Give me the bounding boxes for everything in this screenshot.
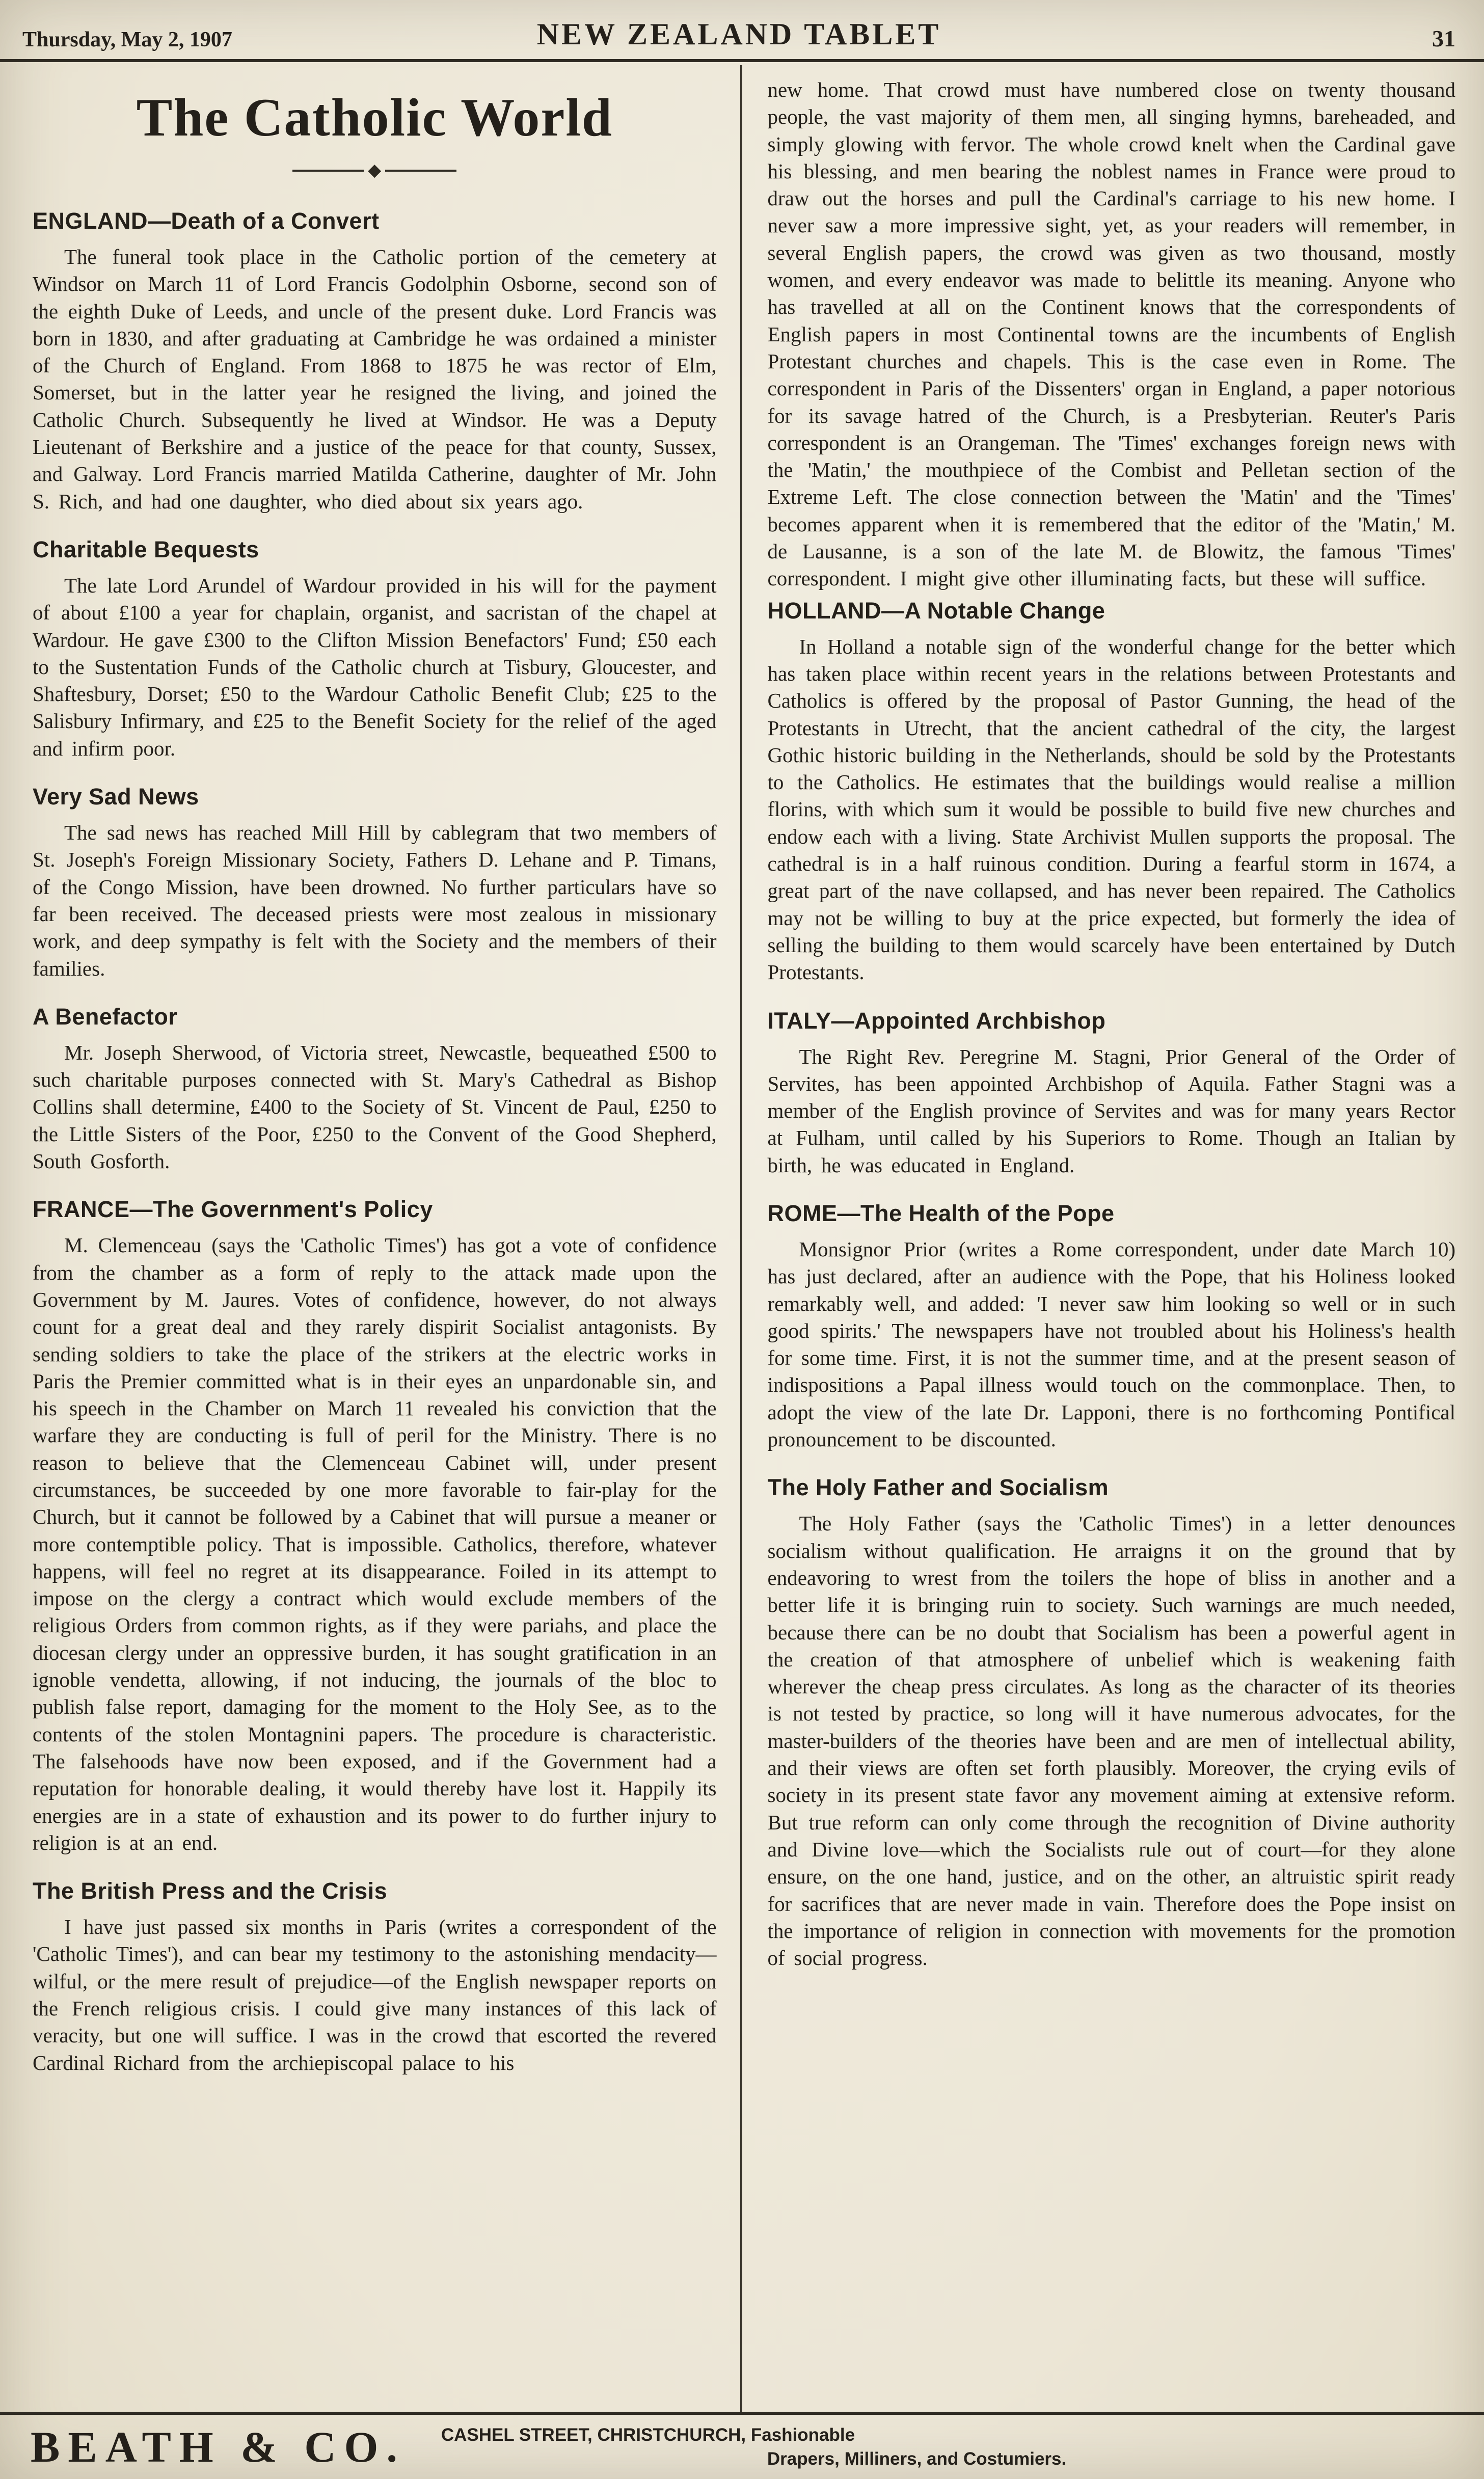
section-body: The late Lord Arundel of Wardour provided in his will for the payment of about £100 a year for chaplain, organist, and sacristan of the chapel at Wardour. He gave £300 to the Clifton Mission Benefactors' Fund; £50 each to the Sustentation Funds of the Catholic church at Tisbury, Gloucester, and Shaftesbury, Dorset; £50 to the Wardour Catholic Benefit Club; £25 to the Salisbury Infirmary, and £25 to the Benefit Society for the relief of the aged and infirm poor. xyxy=(33,573,717,760)
advert-description: Drapers, Milliners, and Costumiers. xyxy=(767,2449,1067,2469)
section-body: The sad news has reached Mill Hill by cablegram that two members of St. Joseph's Foreign Missionary Society, Fathers D. Lehane and P. Timans, of the Congo Mission, have been drowned. No further particulars have so far been received. The deceased priests were most zealous in missionary work, and deep sympathy is felt with the Society and the members of their families. xyxy=(33,821,717,980)
section-heading: The British Press and the Crisis xyxy=(33,1878,388,1904)
columns-container xyxy=(0,65,1484,2412)
section-heading: ENGLAND—Death of a Convert xyxy=(33,208,380,234)
advert-text xyxy=(441,2423,1453,2471)
article-title: The Catholic World xyxy=(136,88,613,147)
section-body: Mr. Joseph Sherwood, of Victoria street, Newcastle, bequeathed £500 to such charitable purposes connected with St. Mary's Cathedral as Bishop Collins shall determine, £400 to the Society of St. Vincent de Paul, £250 to the Little Sisters of the Poor, £250 to the Convent of the Good Shepherd, South Gosforth. xyxy=(33,1040,717,1173)
diamond-icon: ◆ xyxy=(368,161,382,180)
ornament-line-left xyxy=(292,170,364,172)
ornament-divider xyxy=(33,162,717,179)
section-body: Monsignor Prior (writes a Rome correspondent, under date March 10) has just declared, after an audience with the Pope, that his Holiness looked remarkably well, and added: 'I never saw him looking so well or in such good spirits.' The newspapers have not troubled about his Holiness's health for some time. First, it is not the summer time, and at the present season of indispositions a Papal illness would touch on the commonplace. Then, to adopt the view of the late Dr. Lapponi, there is no forthcoming Pontifical pronouncement to be discounted. xyxy=(767,1237,1455,1451)
section-body: In Holland a notable sign of the wonderful change for the better which has taken place within recent years in the relations between Protestants and Catholics is offered by the proposal of Pastor Gunning, the head of the Protestants in Utrecht, that the ancient cathedral of the city, the largest Gothic historic building in the Netherlands, should be sold by the Protestants to the Catholics. He estimates that the buildings would realise a million florins, with which sum it would be possible to build five new churches and endow each with a living. State Archivist Mullen supports the proposal. The cathedral is in a half ruinous condition. During a fearful storm in 1674, a great part of the nave collapsed, and has never been repaired. The Catholics may not be willing to buy at the price expected, but formerly the idea of selling the building to them would scarcely have been entertained by Dutch Protestants. xyxy=(767,634,1455,984)
ornament-line-right xyxy=(385,170,456,172)
left-column xyxy=(0,65,742,2412)
section-body: The funeral took place in the Catholic portion of the cemetery at Windsor on March 11 of Lord Francis Godolphin Osborne, second son of the eighth Duke of Leeds, and uncle of the present duke. Lord Francis was born in 1830, and after graduating at Cambridge he was ordained a minister of the Church of England. From 1868 to 1875 he was rector of Elm, Somerset, but in the latter year he resigned the living, and joined the Catholic Church. Subsequently he lived at Windsor. He was a Deputy Lieutenant of Berkshire and a justice of the peace for that county, Sussex, and Galway. Lord Francis married Matilda Catherine, daughter of Mr. John S. Rich, and had one daughter, who died about six years ago. xyxy=(33,245,717,513)
article-section-charitable-bequests xyxy=(33,536,717,762)
section-heading: Charitable Bequests xyxy=(33,536,259,562)
newspaper-title: NEW ZEALAND TABLET xyxy=(536,17,941,51)
section-body: The Holy Father (says the 'Catholic Times') in a letter denounces socialism without qualification. He arraigns it on the ground that by endeavoring to wrest from the toilers the hope of bliss in another and a better life it is bringing ruin to society. Such warnings are much needed, because there can be no doubt that Socialism has been a powerful agent in the creation of that atmosphere of unbelief which is weakening faith wherever the cheap press circulates. As long as the character of its theories is not tested by practice, so long will it have numerous advocates, for the master-builders of the theories have been and are men of intellectual ability, and their views are often set forth plausibly. Moreover, the crying evils of society in its present state favor any movement aiming at extensive reform. But true reform can only come through the recognition of Divine authority and Divine love—which the Socialists rule out of court—for they alone ensure, on the one hand, justice, and on the other, an altruistic spirit ready for sacrifices that are never made in vain. Therefore does the Pope insist on the importance of religion in connection with movements for the promotion of social progress. xyxy=(767,1512,1455,1970)
section-body: The Right Rev. Peregrine M. Stagni, Prior General of the Order of Servites, has been appointed Archbishop of Aquila. Father Stagni was a member of the English province of Servites and was for many years Rector at Fulham, until called by his Superiors to Rome. Though an Italian by birth, he was educated in England. xyxy=(767,1044,1455,1177)
section-heading: Very Sad News xyxy=(33,784,199,810)
section-heading: The Holy Father and Socialism xyxy=(767,1474,1109,1501)
article-section-italy xyxy=(768,1008,1456,1179)
advert-footer xyxy=(0,2412,1484,2479)
advertiser-name: BEATH & CO. xyxy=(31,2422,406,2471)
section-heading: ITALY—Appointed Archbishop xyxy=(767,1007,1106,1034)
continuation-paragraph: new home. That crowd must have numbered close on twenty thousand people, the vast majority of them men, all singing hymns, bareheaded, and simply glowing with fervor. The whole crowd knelt when the Cardinal gave his blessing, and men bearing the noblest names in France were proud to draw out the horses and pull the Cardinal's carriage to his new home. I never saw a more impressive sight, yet, as your readers will remember, in several English papers, the crowd was given as two thousand, mostly women, and every endeavor was made to belittle its meaning. Anyone who has travelled at all on the Continent knows that the correspondents of English papers in most Continental towns are the incumbents of English Protestant churches and chapels. This is the case even in Rome. The correspondent in Paris of the Dissenters' organ in England, a paper notorious for its savage hatred of the Church, is a Presbyterian. Reuter's Paris correspondent is an Orangeman. The 'Times' exchanges foreign news with the 'Matin,' the mouthpiece of the Combist and Pelletan section of the Extreme Left. The close connection between the 'Matin' and the 'Times' becomes apparent when it is remembered that the editor of the 'Matin,' M. de Lausanne, is a son of the late M. de Blowitz, the famous 'Times' correspondent. I might give other illuminating facts, but these will suffice. xyxy=(767,78,1455,590)
article-section-benefactor xyxy=(33,1004,717,1175)
article-section-france xyxy=(33,1196,717,1856)
advert-address: CASHEL STREET, CHRISTCHURCH, Fashionable xyxy=(441,2424,855,2445)
section-heading: FRANCE—The Government's Policy xyxy=(33,1196,433,1223)
right-column xyxy=(742,65,1484,2412)
article-section-holland xyxy=(768,598,1456,986)
section-heading: HOLLAND—A Notable Change xyxy=(767,597,1105,624)
section-body: M. Clemenceau (says the 'Catholic Times') has got a vote of confidence from the chamber as a form of reply to the attack made upon the Government by M. Jaures. Votes of confidence, however, do not always count for a great deal and they rarely dispirit Socialist antagonists. By sending soldiers to take the place of the strikers at the electric works in Paris the Premier committed what is in their eyes an unpardonable sin, and his speech in the Chamber on March 11 revealed his conviction that the warfare they are conducting is full of peril for the Ministry. There is no reason to believe that the Clemenceau Cabinet will, under present circumstances, be succeeded by one more favorable to fair-play for the Church, but it cannot be followed by a Cabinet that will pursue a meaner or more contemptible policy. That is impossible. Catholics, therefore, whatever happens, will feel no regret at its disappearance. Foiled in its attempt to impose on the clergy a contract which would exclude members of the religious Orders from common rights, as if they were pariahs, and place the diocesan clergy under an oppressive burden, it has sought gratification in an ignoble vendetta, allowing, if not inducing, the journals of the bloc to publish false report, damaging for the moment to the Holy See, as to the contents of the stolen Montagnini papers. The procedure is characteristic. The falsehoods have now been exposed, and if the Government had a reputation for honorable dealing, it would thereby have lost it. Happily its energies are in a state of exhaustion and its power to do further injury to religion is at an end. xyxy=(33,1233,717,1854)
article-section-holy-father-socialism xyxy=(768,1474,1456,1972)
page-number: 31 xyxy=(1432,25,1455,51)
section-heading: ROME—The Health of the Pope xyxy=(767,1200,1115,1226)
section-heading: A Benefactor xyxy=(33,1003,178,1030)
article-section-very-sad-news xyxy=(33,784,717,982)
article-section-rome xyxy=(768,1200,1456,1453)
article-section-england xyxy=(33,208,717,515)
page-header xyxy=(0,0,1484,62)
article-masthead xyxy=(33,87,717,179)
article-section-british-press xyxy=(33,1878,717,2077)
issue-date: Thursday, May 2, 1907 xyxy=(22,28,232,51)
section-body: I have just passed six months in Paris (writes a correspondent of the 'Catholic Times'), and can bear my testimony to the astonishing mendacity—wilful, or the mere result of prejudice—of the English newspaper reports on the French religious crisis. I could give many instances of this lack of veracity, but one will suffice. I was in the crowd that escorted the revered Cardinal Richard from the archiepiscopal palace to his xyxy=(33,1915,717,2074)
